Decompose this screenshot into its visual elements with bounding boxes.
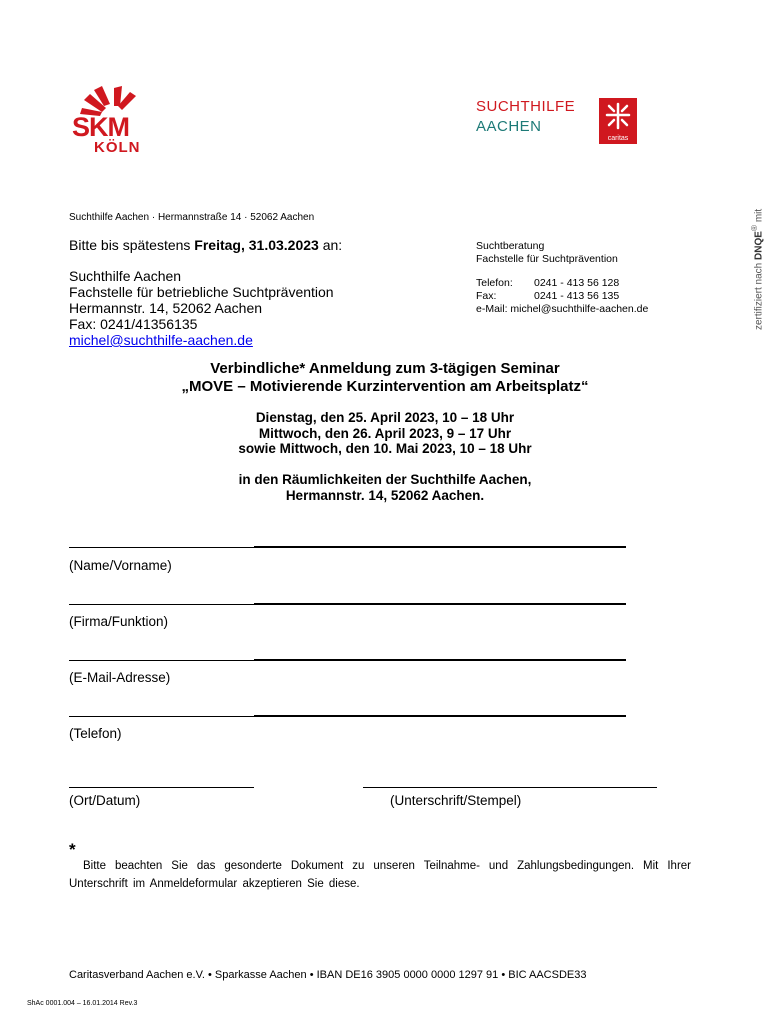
name-field-label: (Name/Vorname) [69, 558, 172, 573]
deadline-date: Freitag, 31.03.2023 [194, 237, 319, 253]
seminar-date-3: sowie Mittwoch, den 10. Mai 2023, 10 – 18 Uhr [238, 441, 532, 456]
fax-value: 0241 - 413 56 135 [534, 290, 620, 302]
recipient-line-4: Fax: 0241/41356135 [69, 316, 198, 332]
seminar-title-line-2: „MOVE – Motivierende Kurzintervention am Arbeitsplatz“ [181, 378, 589, 395]
seminar-date-1: Dienstag, den 25. April 2023, 10 – 18 Uhr [255, 410, 515, 425]
signature-label: (Unterschrift/Stempel) [390, 793, 522, 808]
recipient-line-2: Fachstelle für betriebliche Suchtprävention [69, 284, 334, 300]
phone-value: 0241 - 413 56 128 [534, 277, 620, 289]
seminar-title-line-1: Verbindliche* Anmeldung zum 3-tägigen Seminar [210, 360, 560, 377]
contact-block [476, 240, 648, 316]
recipient-line-1: Suchthilfe Aachen [69, 268, 182, 284]
suchthilfe-logo-line2: AACHEN [476, 118, 542, 135]
certification-name: DNQE [753, 231, 765, 260]
footer-bank-details: Caritasverband Aachen e.V. • Sparkasse Aachen • IBAN DE16 3905 0000 0000 1297 91 • BIC AACSDE33 [69, 969, 587, 981]
deadline-suffix: an: [318, 237, 343, 253]
phone-field-label: (Telefon) [69, 726, 122, 741]
seminar-location-2: Hermannstr. 14, 52062 Aachen. [285, 487, 485, 503]
recipient-address [69, 268, 334, 348]
sender-line: Suchthilfe Aachen · Hermannstraße 14 · 52062 Aachen [69, 212, 315, 223]
recipient-email-link[interactable]: michel@suchthilfe-aachen.de [69, 332, 253, 348]
email-field-label: (E-Mail-Adresse) [69, 670, 171, 685]
caritas-logo-icon [599, 98, 637, 144]
contact-line-1: Suchtberatung [476, 240, 545, 252]
certification-mark: ® [749, 224, 759, 232]
caritas-cross-icon [599, 98, 637, 134]
note-text-body: Bitte beachten Sie das gesonderte Dokument zu unseren Teilnahme- und Zahlungsbedingungen. Mit Ihrer Unterschrift im Anmeldeformular akzeptieren Sie diese. [69, 860, 691, 890]
note-star: * [69, 840, 76, 859]
suchthilfe-logo-line1: SUCHTHILFE [476, 98, 576, 115]
contact-fax-row [476, 290, 648, 303]
seminar-location [0, 472, 770, 503]
ort-datum-field-line[interactable] [69, 787, 254, 788]
certification-text [749, 209, 764, 330]
company-field-label: (Firma/Funktion) [69, 614, 169, 629]
caritas-label: caritas [607, 135, 629, 142]
document-reference: ShAc 0001.004 – 16.01.2014 Rev.3 [27, 1000, 138, 1007]
recipient-line-3: Hermannstr. 14, 52062 Aachen [69, 300, 263, 316]
fax-label: Fax: [476, 290, 497, 302]
seminar-date-2: Mittwoch, den 26. April 2023, 9 – 17 Uhr [258, 425, 512, 441]
phone-label: Telefon: [476, 277, 513, 289]
seminar-location-1: in den Räumlichkeiten der Suchthilfe Aachen, [238, 472, 532, 487]
deadline-line [69, 237, 342, 253]
contact-email-line: e-Mail: michel@suchthilfe-aachen.de [476, 303, 649, 315]
contact-phone-row [476, 277, 648, 290]
signature-field-line[interactable] [363, 787, 657, 788]
certification-prefix: zertifiziert nach [753, 259, 765, 330]
note-text [69, 857, 691, 893]
skm-logo-text: SKM [72, 112, 129, 142]
certification-suffix: mit [753, 208, 765, 225]
seminar-dates [0, 410, 770, 457]
deadline-prefix: Bitte bis spätestens [69, 237, 195, 253]
contact-line-2: Fachstelle für Suchtprävention [476, 253, 618, 265]
skm-logo-city: KÖLN [94, 139, 141, 156]
ort-datum-label: (Ort/Datum) [69, 793, 141, 808]
